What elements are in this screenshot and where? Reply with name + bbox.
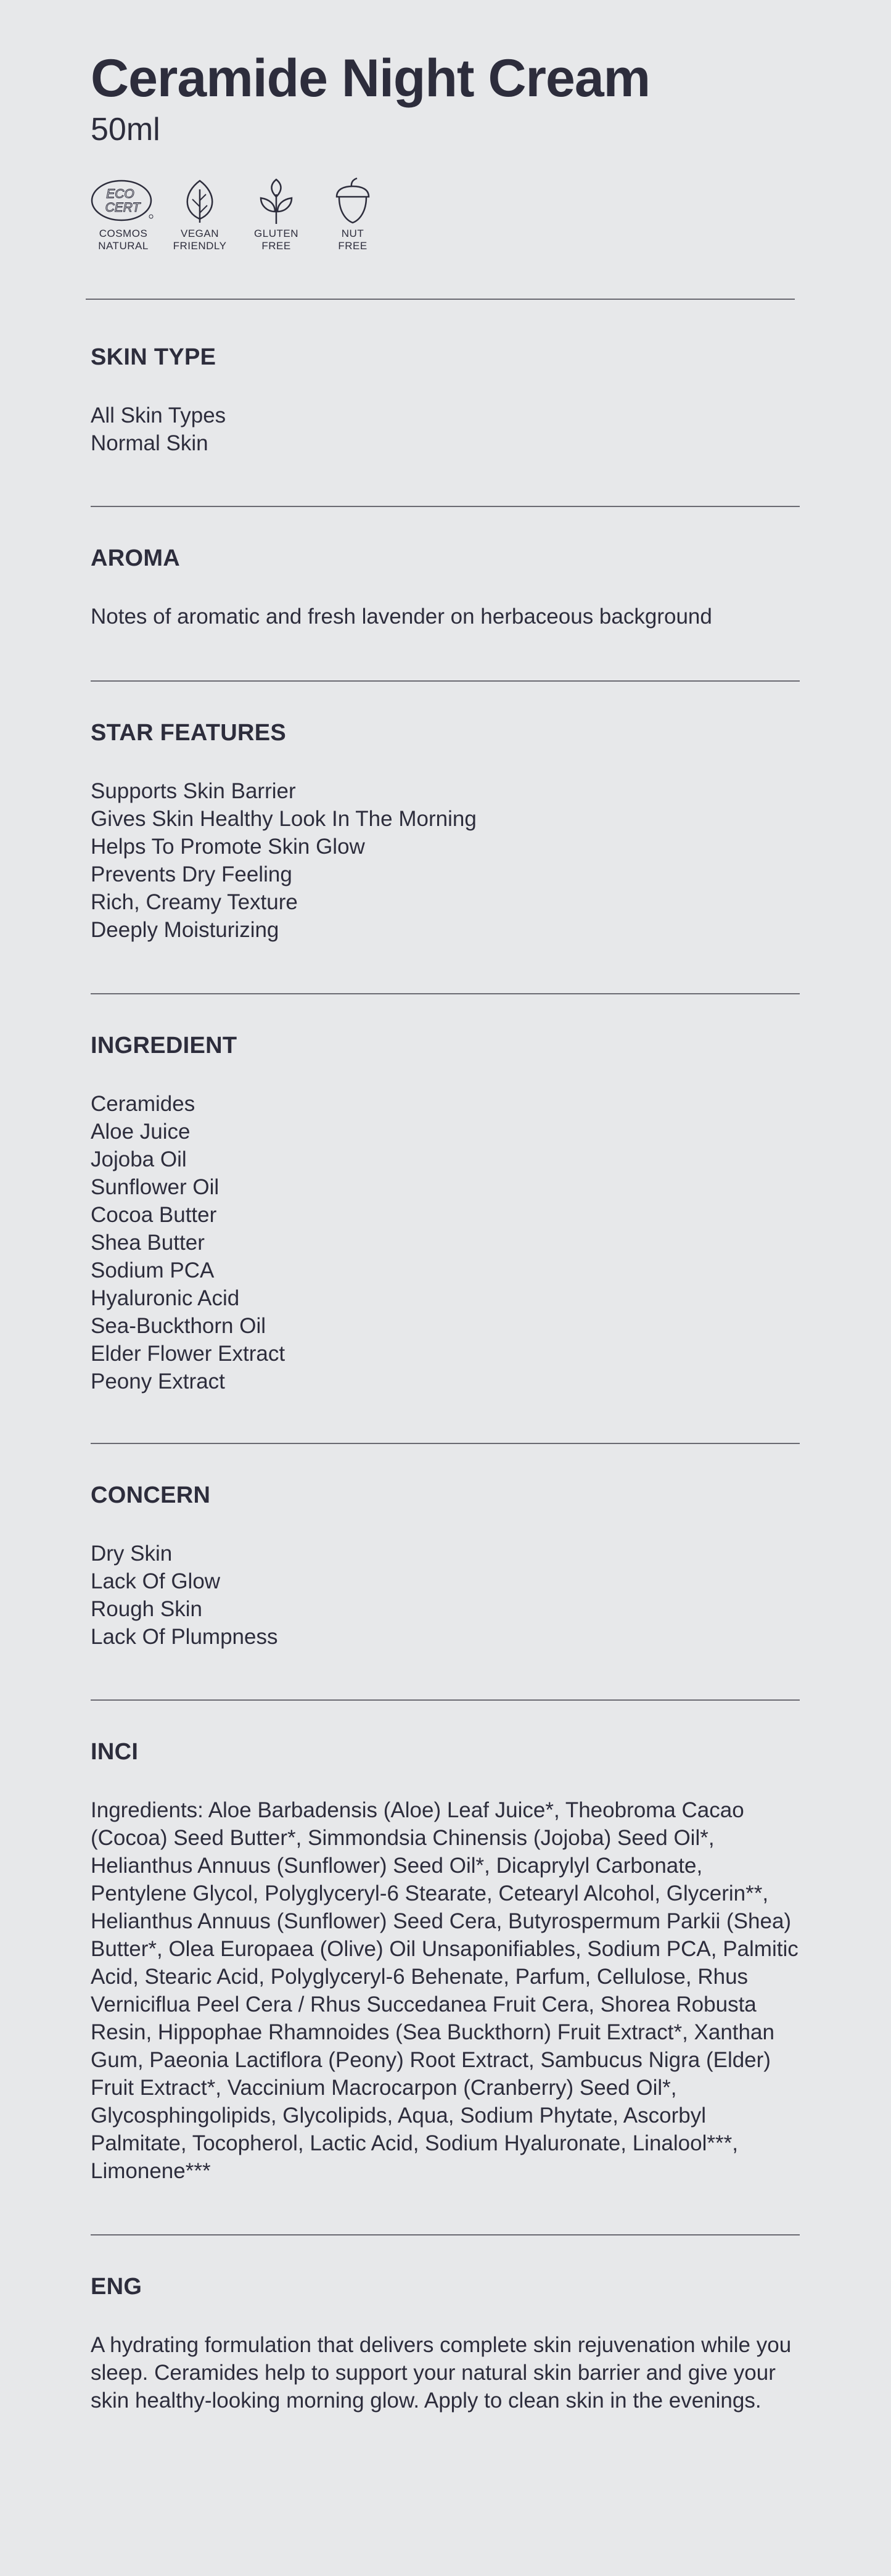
badge-label: COSMOS NATURAL [98,228,149,252]
certification-badges [89,176,395,252]
list-item: Jojoba Oil [91,1147,187,1171]
product-title: Ceramide Night Cream [91,49,651,108]
list-item: All Skin Types [91,403,226,427]
list-item: Deeply Moisturizing [91,918,279,942]
leaf-icon [166,176,234,225]
list-item: Lack Of Plumpness [91,1625,278,1649]
section-title-inci: INCI [91,1739,139,1765]
section-divider [91,2234,800,2235]
ecocert-icon [89,176,157,225]
badge-gluten-free [242,176,310,252]
inci-text: Ingredients: Aloe Barbadensis (Aloe) Leaf Juice*, Theobroma Cacao (Cocoa) Seed Butter*, Simmondsia Chinensis (Jojoba) Seed Oil*, Helianthus Annuus (Sunflower) Seed Oil*, Dicaprylyl Carbonate, Pentylene Glycol, Polyglyceryl-6 Stearate, Cetearyl Alcohol, Glycerin**, Helianthus Annuus (Sunflower) Seed Cera, Butyrospermum Parkii (Shea) Butter*, Olea Europaea (Olive) Oil Unsaponifiables, Sodium PCA, Palmitic Acid, Stearic Acid, Polyglyceryl-6 Behenate, Parfum, Cellulose, Rhus Verniciflua Peel Cera / Rhus Succedanea Fruit Cera, Shorea Robusta Resin, Hippophae Rhamnoides (Sea Buckthorn) Fruit Extract*, Xanthan Gum, Paeonia Lactiflora (Peony) Root Extract, Sambucus Nigra (Elder) Fruit Extract*, Vaccinium Macrocarpon (Cranberry) Seed Oil*, Glycosphingolipids, Glycolipids, Aqua, Sodium Phytate, Ascorbyl Palmitate, Tocopherol, Lactic Acid, Sodium Hyaluronate, Linalool***, Limonene*** [91,1798,799,2183]
skin-type-list [91,402,226,457]
badge-label: VEGAN FRIENDLY [173,228,227,252]
badge-label: NUT FREE [338,228,367,252]
list-item: Ceramides [91,1092,195,1116]
list-item: Rich, Creamy Texture [91,890,298,914]
list-item: Gives Skin Healthy Look In The Morning [91,807,477,831]
list-item: Peony Extract [91,1369,225,1393]
badge-cosmos-natural [89,176,157,252]
list-item: Prevents Dry Feeling [91,862,292,886]
list-item: Supports Skin Barrier [91,779,296,803]
list-item: Cocoa Butter [91,1203,217,1227]
eng-description: A hydrating formulation that delivers complete skin rejuvenation while you sleep. Ceramides help to support your natural skin barrier and give your skin healthy-looking morning glow. Apply to clean skin in the evenings. [91,2333,792,2413]
list-item: Dry Skin [91,1542,173,1566]
ecocert-logo-text-1: ECO [106,187,134,201]
list-item: Lack Of Glow [91,1569,221,1593]
list-item: Hyaluronic Acid [91,1286,240,1310]
aroma-list [91,603,712,630]
acorn-icon [319,176,387,225]
list-item: Sea-Buckthorn Oil [91,1314,266,1338]
list-item: Normal Skin [91,431,208,455]
list-item: Sodium PCA [91,1258,215,1282]
badge-label: GLUTEN FREE [254,228,298,252]
section-title-ingredient: INGREDIENT [91,1033,237,1059]
ingredient-list [91,1090,285,1395]
header-divider [86,299,795,300]
list-item: Helps To Promote Skin Glow [91,835,365,859]
concern-list [91,1540,277,1651]
section-title-concern: CONCERN [91,1482,211,1508]
section-divider [91,993,800,994]
list-item: Aloe Juice [91,1120,191,1144]
product-volume: 50ml [91,112,160,147]
badge-vegan-friendly [166,176,234,252]
list-item: Sunflower Oil [91,1175,220,1199]
wheat-icon [242,176,310,225]
section-title-aroma: AROMA [91,545,181,571]
list-item: Elder Flower Extract [91,1342,285,1366]
list-item: Shea Butter [91,1231,205,1255]
section-title-eng: ENG [91,2274,142,2300]
section-divider [91,680,800,682]
section-divider [91,1699,800,1701]
list-item: Notes of aromatic and fresh lavender on herbaceous background [91,605,712,629]
section-title-skin-type: SKIN TYPE [91,344,216,370]
list-item: Rough Skin [91,1597,202,1621]
badge-nut-free [319,176,387,252]
section-title-star-features: STAR FEATURES [91,720,287,746]
star-features-list [91,777,477,944]
ecocert-logo-text-2: CERT [105,200,141,215]
section-divider [91,1443,800,1444]
section-divider [91,506,800,507]
